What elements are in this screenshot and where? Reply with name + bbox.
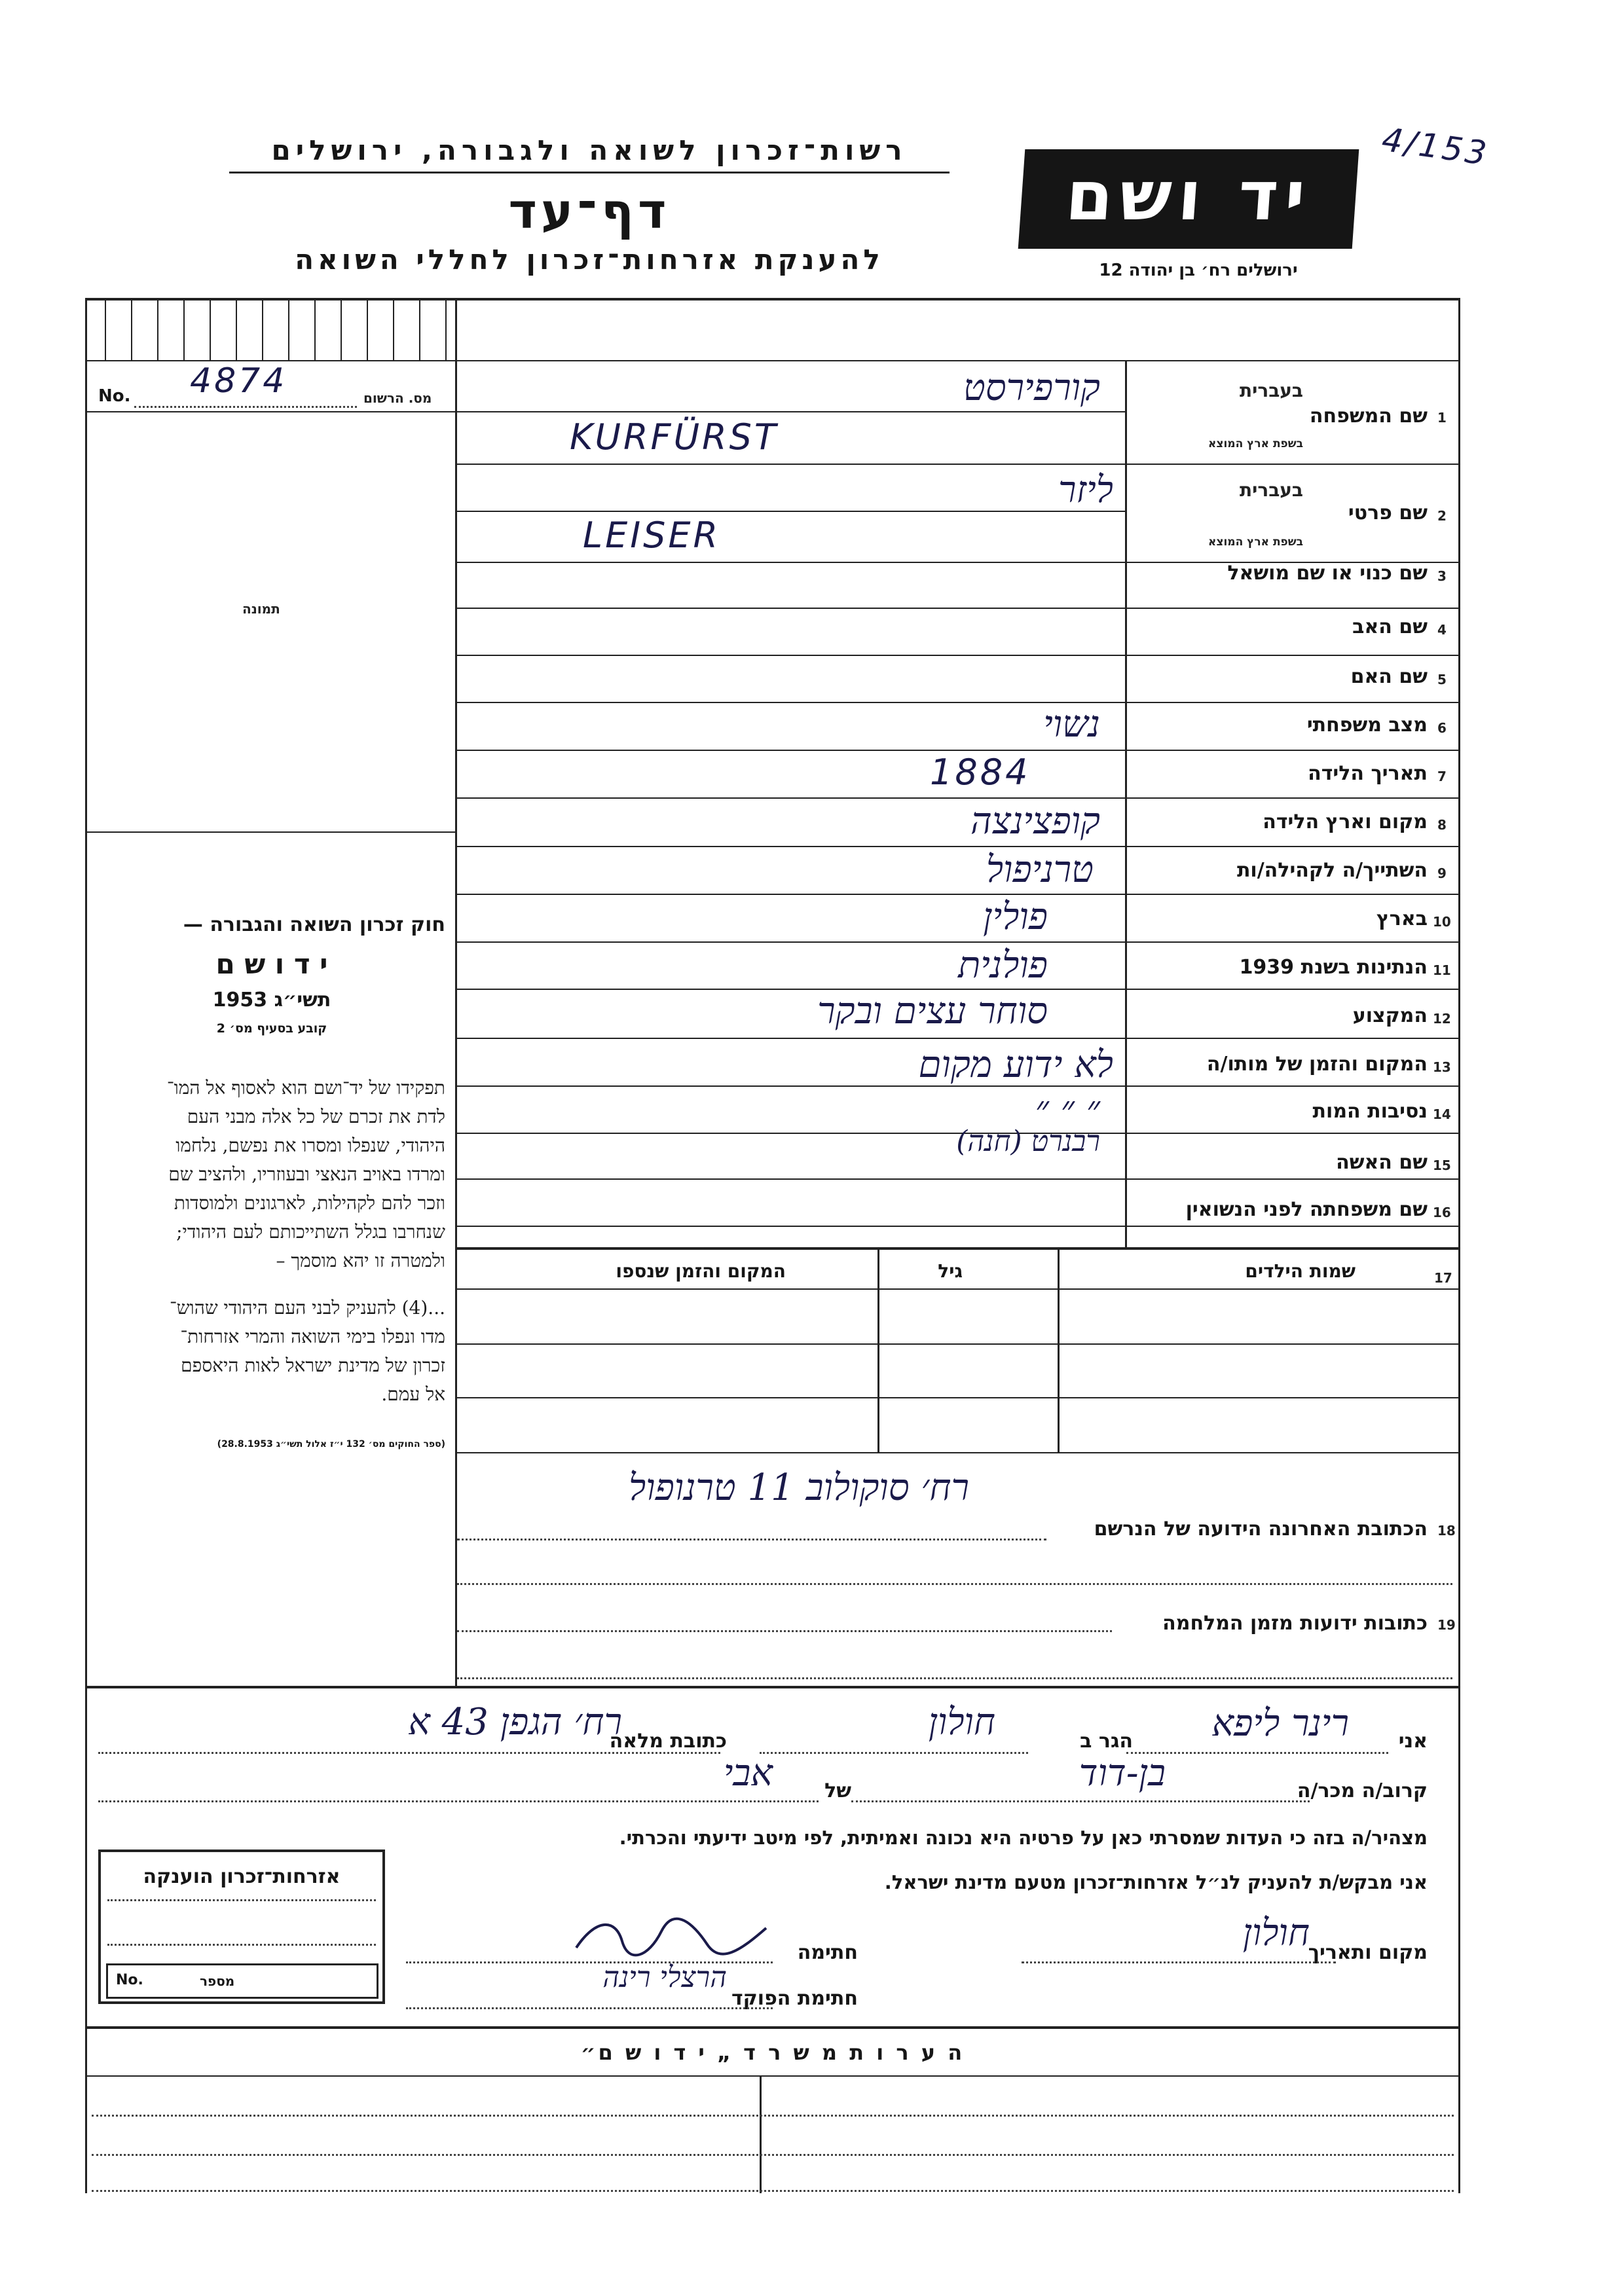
field-num: 10: [1433, 914, 1451, 930]
notes-line: [92, 2190, 1454, 2192]
citizenship-rule-2: [107, 1944, 376, 1946]
strip-box-12: [393, 298, 394, 360]
strip-box-2: [131, 298, 132, 360]
field-label: מצב משפחתי: [1306, 714, 1428, 737]
last-address-num: 18: [1437, 1523, 1456, 1539]
field-value[interactable]: 1884: [930, 752, 1031, 793]
logo-text: יד ושם: [1063, 156, 1315, 236]
field-value-hebrew[interactable]: ליזר: [1058, 469, 1113, 511]
field-value[interactable]: סוחר עצים ובקר: [817, 990, 1048, 1032]
decl-of-dots: [98, 1800, 819, 1802]
strip-bottom: [85, 360, 1460, 361]
frame-top: [85, 298, 1460, 301]
strip-box-14: [445, 298, 447, 360]
law-line: שנחרבו בגלל השתייכותם לעם היהודי;: [176, 1221, 445, 1243]
photo-label: תמונה: [242, 601, 280, 617]
photo-top-line: [85, 411, 457, 412]
signature-icon: [570, 1912, 805, 1964]
field-num: 8: [1437, 817, 1447, 833]
field-value[interactable]: פולנית: [958, 944, 1048, 987]
law-line: ...(4) להעניק לבני העם היהודי שהוש־: [170, 1297, 445, 1319]
law-line: ומרדו באויב הנאצי ובעוזריו, ולהציב שם: [168, 1163, 445, 1185]
field-label: מקום וארץ הלידה: [1263, 811, 1428, 833]
last-address-dots-2: [457, 1583, 1452, 1585]
decl-officer-label: חתימת הפוקד: [731, 1987, 858, 2010]
last-address-dots: [457, 1539, 1046, 1540]
field-label: בארץ: [1376, 907, 1428, 930]
last-address-label: הכתובת האחרונה הידועה של הנרשם: [1094, 1518, 1428, 1540]
field-value[interactable]: ״ ״ ״: [1035, 1088, 1100, 1131]
declaration-top: [85, 1686, 1460, 1688]
children-row: [457, 1343, 1459, 1345]
authority-title: רשות־זכרון לשואה ולגבורה, ירושלים: [271, 134, 908, 166]
row-line: [457, 411, 1125, 412]
decl-statement-2: אני מבקש/ת להעניק לנ״ל אזרחות־זכרון מטעם מדינת ישראל.: [884, 1871, 1428, 1893]
row-line: [457, 1178, 1459, 1180]
law-line: זכרון של מדינת ישראל לאות היאספם: [181, 1355, 445, 1376]
decl-relative-value[interactable]: בן-דוד: [1079, 1752, 1166, 1795]
left-column-divider: [455, 298, 457, 1686]
field-num: 15: [1433, 1157, 1451, 1173]
row-line: [457, 702, 1459, 703]
field-value[interactable]: קופצינצה: [970, 800, 1100, 843]
field-label: שם כנוי או שם מושאל: [1227, 562, 1428, 585]
law-line: לדת את זכרם של כל אלה מבני העם: [187, 1106, 445, 1127]
war-address-num: 19: [1437, 1617, 1456, 1633]
decl-place-date-dots: [1022, 1961, 1336, 1963]
field-label: שם האם: [1350, 665, 1428, 688]
decl-statement-1: מצהיר/ה בזה כי העדות שמסרתי כאן על פרטיה היא נכונה ואמיתית, לפי מיטב ידיעתי והכרתי.: [619, 1827, 1428, 1849]
strip-box-5: [210, 298, 211, 360]
war-address-dots: [457, 1630, 1112, 1632]
field-value-local[interactable]: KURFÜRST: [570, 416, 779, 458]
last-address-value[interactable]: רח׳ סוקולוב 11 טרנופול: [629, 1467, 969, 1509]
children-row: [457, 1452, 1459, 1453]
children-col-div-2: [1058, 1247, 1060, 1453]
law-line: וזכר להם לקהילות, לארגונים ולמוסדות: [174, 1192, 445, 1214]
form-title: דף־עד: [508, 183, 671, 240]
law-line: ולמטרה זו יהא מוסמך –: [276, 1250, 445, 1271]
field-num: 7: [1437, 769, 1447, 784]
strip-box-8: [288, 298, 289, 360]
field-sub-local: בשפת ארץ המוצא: [1208, 437, 1303, 450]
citizenship-inner-box: [106, 1963, 378, 1999]
registration-prefix: No.: [98, 386, 131, 406]
notes-top: [85, 2026, 1460, 2029]
field-sub-hebrew: בעברית: [1239, 479, 1303, 501]
row-line: [457, 655, 1459, 656]
children-header-bottom: [457, 1288, 1459, 1290]
yad-vashem-logo: [1018, 149, 1359, 249]
war-address-dots-2: [457, 1677, 1452, 1679]
children-col-div-1: [877, 1247, 879, 1453]
children-col-place: המקום והזמן שנספו: [616, 1260, 786, 1282]
field-num: 6: [1437, 720, 1447, 736]
law-year: תשי״ג 1953: [212, 989, 331, 1011]
children-col-names: שמות הילדים: [1245, 1260, 1356, 1282]
citizenship-box: [98, 1850, 385, 2004]
decl-of-value[interactable]: אבי: [723, 1752, 773, 1795]
field-value[interactable]: לא ידוע מקום: [918, 1044, 1113, 1086]
field-value-hebrew[interactable]: קורפירסט: [963, 367, 1100, 409]
row-line: [457, 797, 1459, 799]
law-name: י ד ו ש ם: [215, 948, 328, 980]
field-label: שם האב: [1352, 615, 1428, 638]
row-line: [457, 511, 1125, 512]
decl-relative-label: קרוב/ה מכר/ה: [1297, 1779, 1428, 1802]
corner-mark: 4/153: [1379, 120, 1492, 173]
field-label: הנתינות בשנת 1939: [1239, 956, 1428, 979]
citizenship-title-rule: [107, 1899, 376, 1901]
label-column-divider: [1125, 360, 1127, 1247]
decl-full-address-label: כתובת מלאה: [609, 1730, 727, 1753]
strip-box-1: [105, 298, 106, 360]
children-row: [457, 1397, 1459, 1398]
strip-box-3: [157, 298, 158, 360]
row-line: [457, 1226, 1459, 1227]
decl-officer-dots: [406, 2007, 773, 2009]
field-num: 9: [1437, 866, 1447, 881]
law-citation: (ספר החוקים מס׳ 132 י״ז אלול תשי״ג 28.8.1953): [217, 1439, 445, 1449]
decl-place-date-label: מקום ותאריך: [1308, 1941, 1428, 1964]
field-num: 4: [1437, 622, 1447, 638]
photo-bottom-line: [85, 831, 457, 833]
strip-box-9: [314, 298, 316, 360]
decl-residing-value[interactable]: חולון: [928, 1701, 995, 1743]
field-label: שם האשה: [1336, 1151, 1428, 1174]
field-num: 12: [1433, 1011, 1451, 1027]
row-line: [457, 608, 1459, 609]
field-sub-hebrew: בעברית: [1239, 380, 1303, 401]
field-label: נסיבות המות: [1312, 1100, 1428, 1123]
row-line: [457, 894, 1459, 895]
notes-col-divider: [760, 2075, 762, 2193]
law-line: מדו ונפלו בימי השואה והמרי אזרחות־: [180, 1326, 445, 1347]
field-label: השתייך/ה לקהילה/ות: [1236, 859, 1428, 882]
row-line: [457, 1038, 1459, 1039]
decl-full-address-dots: [98, 1752, 720, 1754]
field-num: 1: [1437, 410, 1447, 426]
decl-relative-dots: [851, 1800, 1310, 1802]
decl-officer-value[interactable]: הרצלי רינה: [602, 1961, 727, 1994]
children-col-age: גיל: [938, 1260, 963, 1282]
field-sub-local: בשפת ארץ המוצא: [1208, 536, 1303, 549]
citizenship-number-prefix: No.: [116, 1972, 143, 1988]
field-num: 13: [1433, 1059, 1451, 1075]
law-line: תפקידו של יד־ושם הוא לאסוף אל המו־: [166, 1077, 445, 1099]
field-value[interactable]: נשוי: [1043, 703, 1100, 746]
registration-number: 4874: [190, 361, 287, 401]
field-num: 16: [1433, 1205, 1451, 1220]
row-line: [457, 464, 1459, 465]
form-subtitle: להענקת אזרחות־זכרון לחללי השואה: [295, 244, 884, 276]
decl-i-name[interactable]: רינר ליפא: [1211, 1702, 1349, 1745]
law-title: חוק זכרון השואה והגבורה —: [183, 913, 445, 936]
decl-residing-dots: [760, 1752, 1028, 1754]
decl-residing-label: הגר ב: [1080, 1730, 1133, 1753]
strip-box-7: [262, 298, 263, 360]
field-num: 2: [1437, 508, 1447, 524]
law-line: היהודי, שנפלו ומסרו את נפשם, נלחמו: [175, 1135, 445, 1156]
law-clause-note: קובע בסעיף מס׳ 2: [216, 1021, 327, 1036]
citizenship-title: אזרחות־זכרון הוענקה: [143, 1865, 341, 1888]
field-label: המקצוע: [1352, 1004, 1428, 1027]
decl-i-label: אני: [1398, 1730, 1428, 1753]
notes-line: [92, 2154, 1454, 2156]
frame-right: [1458, 298, 1460, 2193]
field-value-local[interactable]: LEISER: [583, 515, 721, 556]
frame-left: [85, 298, 87, 2193]
registration-dots: [134, 406, 357, 408]
decl-place-date-value[interactable]: חולון: [1242, 1912, 1310, 1954]
field-num: 14: [1433, 1106, 1451, 1122]
row-line: [457, 941, 1459, 943]
row-line: [457, 750, 1459, 751]
field-num: 11: [1433, 962, 1451, 978]
field-value[interactable]: רבנרט (חנה): [956, 1125, 1100, 1158]
strip-box-13: [419, 298, 420, 360]
field-label: שם המשפחה: [1309, 405, 1428, 428]
strip-box-6: [236, 298, 237, 360]
notes-line: [92, 2115, 1454, 2117]
field-value[interactable]: טרניפול: [986, 848, 1094, 891]
law-line: אל עמם.: [381, 1383, 445, 1405]
citizenship-number-label: מספר: [200, 1973, 235, 1989]
decl-i-dots: [1126, 1752, 1388, 1754]
field-label: שם פרטי: [1348, 501, 1428, 524]
children-num: 17: [1434, 1270, 1452, 1286]
decl-signature-label: חתימה: [797, 1941, 858, 1964]
row-line: [457, 846, 1459, 847]
field-label: שם משפחתה לפני הנשואין: [1185, 1198, 1428, 1221]
field-label: תאריך הלידה: [1308, 762, 1428, 785]
decl-of-label: של: [824, 1779, 851, 1802]
address-line: ירושלים רח׳ בן יהודה 12: [1099, 261, 1298, 280]
strip-box-10: [341, 298, 342, 360]
notes-header-bottom: [85, 2075, 1460, 2077]
field-num: 5: [1437, 672, 1447, 687]
notes-title: ה ע ר ו ת מ ש ר ד „ י ד ו ש ם״: [580, 2040, 965, 2065]
field-num: 3: [1437, 568, 1447, 584]
field-label: המקום והזמן של מותו/ה: [1206, 1053, 1428, 1076]
signature-scribble: [570, 1912, 805, 1967]
children-header-top: [457, 1247, 1459, 1250]
field-value[interactable]: פולין: [983, 896, 1048, 938]
registration-label: מס. הרשום: [363, 390, 432, 406]
decl-full-address-value[interactable]: רח׳ הגפן 43 א: [408, 1701, 622, 1743]
authority-underline: [229, 172, 950, 173]
strip-box-4: [183, 298, 185, 360]
strip-box-11: [367, 298, 368, 360]
war-address-label: כתובות ידועות מזמן המלחמה: [1162, 1612, 1428, 1635]
